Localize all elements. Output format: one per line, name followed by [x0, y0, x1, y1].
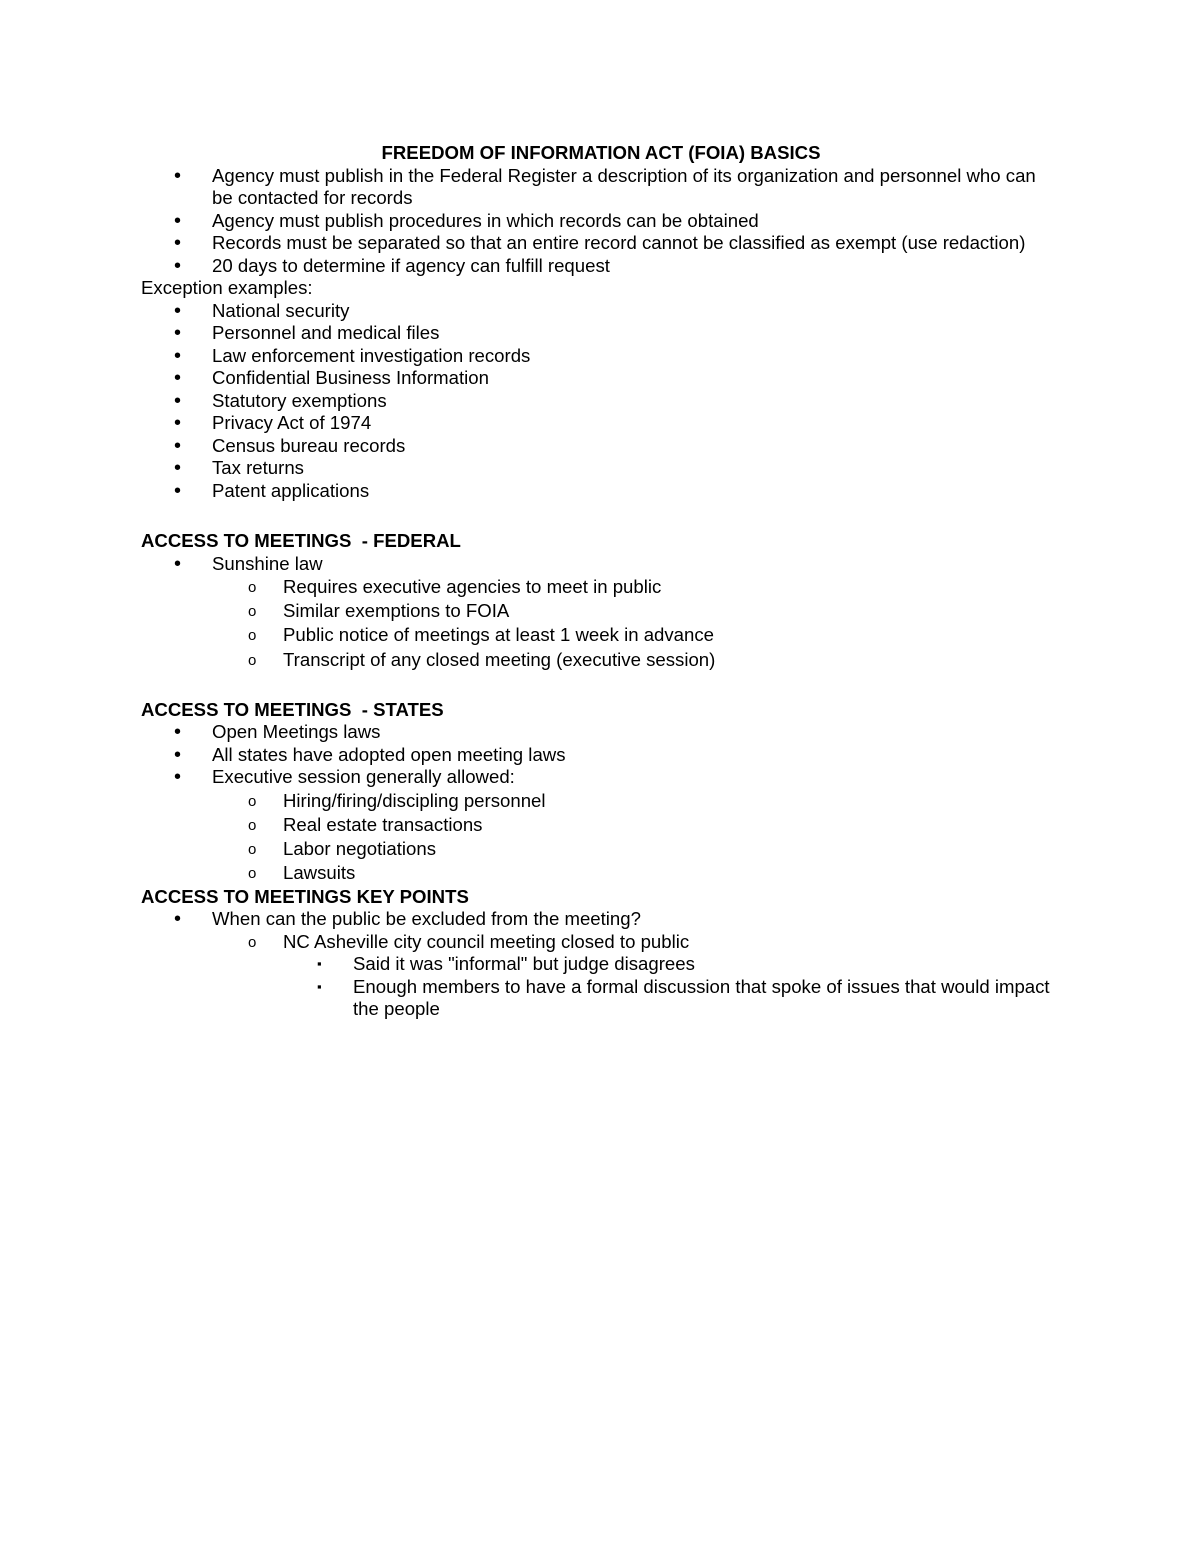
sub-list-item: o Hiring/firing/discipling personnel [141, 789, 1061, 813]
key-points-list [141, 908, 1061, 1021]
circle-bullet-icon: o [248, 841, 257, 859]
square-bullet-icon: ▪ [317, 956, 322, 972]
bullet-icon: • [174, 367, 182, 389]
list-item: • Statutory exemptions [174, 389, 387, 412]
sub-list-item: o Labor negotiations [141, 837, 1061, 861]
circle-bullet-icon: o [248, 651, 257, 669]
document-title: FREEDOM OF INFORMATION ACT (FOIA) BASICS [381, 142, 821, 163]
circle-bullet-icon: o [248, 627, 257, 645]
bullet-icon: • [174, 766, 182, 789]
list-item: • When can the public be excluded from the meeting? [174, 908, 641, 931]
bullet-icon: • [174, 743, 182, 766]
bullet-icon: • [174, 908, 182, 931]
federal-list [141, 553, 1061, 672]
bullet-icon: • [174, 457, 182, 479]
list-item: • Agency must publish in the Federal Register a description of its organization and personnel who can be contacted for records [174, 164, 1036, 208]
sub-list-item: o Requires executive agencies to meet in public [141, 575, 1061, 599]
bullet-icon: • [174, 164, 182, 187]
bullet-icon: • [174, 389, 182, 412]
list-item: • Records must be separated so that an entire record cannot be classified as exempt (use redaction) [174, 232, 1026, 254]
list-item: • 20 days to determine if agency can fulfill request [174, 254, 610, 277]
sub-list-item: o Real estate transactions [141, 813, 1061, 837]
states-heading: ACCESS TO MEETINGS - STATES [141, 698, 444, 720]
list-item: • All states have adopted open meeting laws [174, 743, 566, 766]
sub-list-item: o Public notice of meetings at least 1 week in advance [141, 623, 1061, 647]
circle-bullet-icon: o [248, 865, 257, 883]
list-item: • Executive session generally allowed: [174, 766, 515, 789]
bullet-icon: • [174, 209, 182, 232]
spacer [141, 502, 1061, 530]
bullet-icon: • [174, 344, 182, 367]
sub-list-item: o NC Asheville city council meeting closed to public [141, 931, 1061, 954]
circle-bullet-icon: o [248, 579, 257, 596]
bullet-icon: • [174, 232, 182, 254]
sub-sub-list-item: ▪ Enough members to have a formal discussion that spoke of issues that would impact the people [317, 975, 1050, 1020]
list-item: • Privacy Act of 1974 [174, 412, 372, 434]
list-item: • Patent applications [174, 479, 370, 502]
key-points-heading: ACCESS TO MEETINGS KEY POINTS [141, 885, 469, 907]
list-item: • Tax returns [174, 457, 304, 479]
list-item: • Law enforcement investigation records [174, 344, 531, 367]
bullet-icon: • [174, 299, 182, 322]
list-item: • National security [174, 299, 350, 322]
exceptions-list [141, 300, 1061, 503]
bullet-icon: • [174, 322, 182, 344]
list-item: • Open Meetings laws [174, 721, 381, 744]
document-page [141, 142, 1061, 1021]
circle-bullet-icon: o [248, 792, 257, 810]
federal-heading: ACCESS TO MEETINGS - FEDERAL [141, 530, 461, 551]
list-item: • Sunshine law [174, 552, 323, 575]
list-item: • Confidential Business Information [174, 367, 489, 389]
list-item: • Census bureau records [174, 434, 406, 457]
circle-bullet-icon: o [248, 603, 257, 621]
spacer [141, 672, 1061, 699]
exceptions-label: Exception examples: [141, 277, 313, 298]
square-bullet-icon: ▪ [317, 978, 322, 994]
list-item: • Agency must publish procedures in which records can be obtained [174, 209, 759, 232]
sub-sub-list-item: ▪ Said it was "informal" but judge disagrees [317, 953, 695, 975]
bullet-icon: • [174, 552, 182, 575]
foia-list [141, 165, 1061, 278]
circle-bullet-icon: o [248, 817, 257, 835]
bullet-icon: • [174, 721, 182, 744]
bullet-icon: • [174, 254, 182, 277]
circle-bullet-icon: o [248, 933, 257, 951]
bullet-icon: • [174, 412, 182, 434]
sub-list-item: o Lawsuits [141, 861, 1061, 885]
states-list [141, 721, 1061, 885]
bullet-icon: • [174, 479, 182, 502]
sub-list-item: o Similar exemptions to FOIA [141, 599, 1061, 623]
sub-list-item: o Transcript of any closed meeting (executive session) [141, 648, 1061, 672]
bullet-icon: • [174, 434, 182, 457]
list-item: • Personnel and medical files [174, 322, 440, 344]
